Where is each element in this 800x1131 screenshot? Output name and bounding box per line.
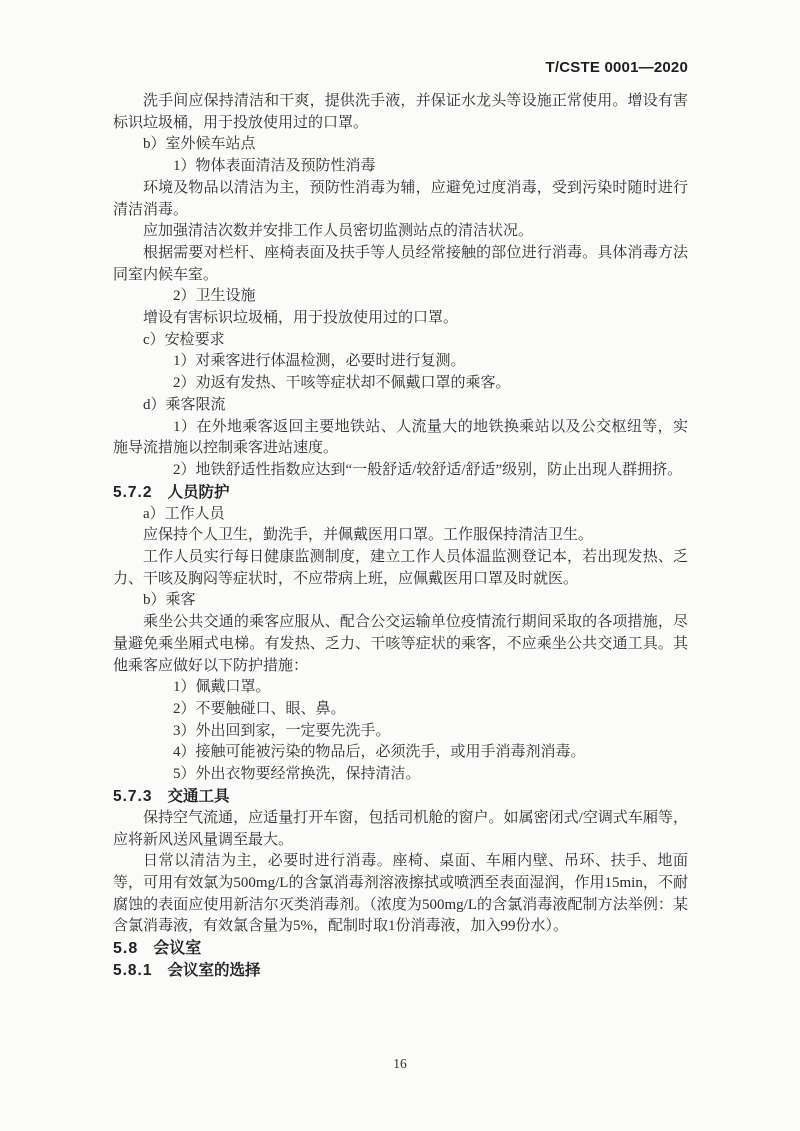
clause-number: 5.7.3 [113,787,153,805]
paragraph: 洗手间应保持清洁和干爽，提供洗手液，并保证水龙头等设施正常使用。增设有害标识垃圾桶，用于投放使用过的口罩。 [113,93,688,131]
paragraph: 乘坐公共交通的乘客应服从、配合公交运输单位疫情流行期间采取的各项措施，尽量避免乘坐厢式电梯。有发热、乏力、干咳等症状的乘客，不应乘坐公共交通工具。其他乘客应做好以下防护措施： [113,614,688,674]
page-footer [0,1056,800,1072]
page-header [113,59,688,76]
page-number: 16 [393,1056,407,1071]
clause-heading-5-7-3 [113,786,688,808]
number-item: 2）不要触碰口、眼、鼻。 [173,700,346,717]
letter-item: b）乘客 [143,592,196,609]
clause-title: 交通工具 [167,787,230,805]
paragraph: 应保持个人卫生，勤洗手，并佩戴医用口罩。工作服保持清洁卫生。 [143,527,594,544]
number-item: 1）对乘客进行体温检测，必要时进行复测。 [173,353,466,370]
clause-number: 5.8.1 [113,962,153,980]
paragraph: 工作人员实行每日健康监测制度，建立工作人员体温监测登记本，若出现发热、乏力、干咳及胸闷等症状时，不应带病上班，应佩戴医用口罩及时就医。 [113,549,688,587]
clause-number: 5.7.2 [113,483,153,501]
number-item: 2）卫生设施 [173,288,256,305]
paragraph: 应加强清洁次数并安排工作人员密切监测站点的清洁状况。 [143,223,534,240]
letter-item: b）室外候车站点 [143,136,256,153]
paragraph: 环境及物品以清洁为主，预防性消毒为辅，应避免过度消毒，受到污染时随时进行清洁消毒。 [113,179,688,218]
letter-item: d）乘客限流 [143,396,226,413]
section-number: 5.8 [113,940,139,958]
number-item: 3）外出回到家，一定要先洗手。 [173,722,391,739]
number-item: 1）物体表面清洁及预防性消毒 [173,158,376,175]
clause-title: 会议室的选择 [167,962,261,980]
number-item: 2）地铁舒适性指数应达到“一般舒适/较舒适/舒适”级别，防止出现人群拥挤。 [173,461,683,478]
letter-item: c）安检要求 [143,331,225,348]
section-title: 会议室 [153,940,202,958]
number-item: 1）在外地乘客返回主要地铁站、人流量大的地铁换乘站以及公交枢纽等，实施导流措施以控制乘客进站速度。 [113,418,688,457]
number-item: 2）劝返有发热、干咳等症状却不佩戴口罩的乘客。 [173,375,511,392]
standard-number: T/CSTE 0001—2020 [545,59,688,76]
document-body [113,91,688,982]
clause-title: 人员防护 [167,483,230,501]
paragraph: 保持空气流通，应适量打开车窗，包括司机舱的窗户。如属密闭式/空调式车厢等，应将新风送风量调至最大。 [113,809,688,848]
paragraph: 根据需要对栏杆、座椅表面及扶手等人员经常接触的部位进行消毒。具体消毒方法同室内候车室。 [113,244,688,283]
number-item: 4）接触可能被污染的物品后，必须洗手，或用手消毒剂消毒。 [173,744,586,761]
clause-heading-5-8-1 [113,960,688,982]
number-item: 1）佩戴口罩。 [173,679,271,696]
paragraph: 增设有害标识垃圾桶，用于投放使用过的口罩。 [143,310,459,327]
section-heading-5-8 [113,938,688,960]
number-item: 5）外出衣物要经常换洗，保持清洁。 [173,766,421,783]
clause-heading-5-7-2 [113,482,688,504]
letter-item: a）工作人员 [143,505,225,522]
paragraph: 日常以清洁为主，必要时进行消毒。座椅、桌面、车厢内壁、吊环、扶手、地面等，可用有效氯为500mg/L的含氯消毒剂溶液擦拭或喷洒至表面湿润，作用15min，不耐腐蚀的表面应使用新洁尔灭类消毒剂。（浓度为500mg/L的含氯消毒液配制方法举例：某含氯消毒液，有效氯含量为5%，配制时取1份消毒液，加入99份水）。 [113,853,688,935]
